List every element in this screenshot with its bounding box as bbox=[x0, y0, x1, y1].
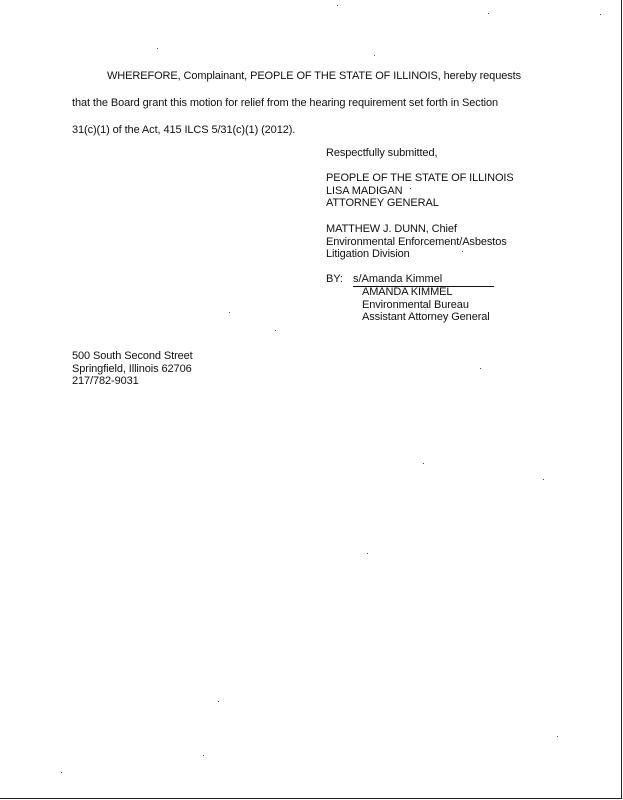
signer-block bbox=[362, 286, 490, 324]
address-street: 500 South Second Street bbox=[72, 350, 193, 362]
by-label: BY: bbox=[326, 273, 343, 285]
scan-speck bbox=[600, 14, 601, 15]
signer-name: AMANDA KIMMEL bbox=[362, 286, 453, 298]
scan-speck bbox=[367, 553, 368, 554]
division-name-2: Litigation Division bbox=[326, 248, 410, 260]
signer-bureau: Environmental Bureau bbox=[362, 298, 469, 311]
scan-speck bbox=[275, 330, 276, 331]
scan-speck bbox=[488, 13, 489, 14]
scan-speck bbox=[462, 251, 463, 252]
closing-text: Respectfully submitted, bbox=[326, 147, 438, 159]
scan-speck bbox=[203, 755, 204, 756]
scan-speck bbox=[557, 736, 558, 737]
division-name-1: Environmental Enforcement/Asbestos bbox=[326, 235, 507, 248]
party-name: PEOPLE OF THE STATE OF ILLINOIS bbox=[326, 172, 514, 184]
chief-name: MATTHEW J. DUNN, Chief bbox=[326, 223, 457, 235]
electronic-signature: s/Amanda Kimmel bbox=[353, 273, 494, 287]
division-block bbox=[326, 223, 507, 261]
address-city: Springfield, Illinois 62706 bbox=[72, 362, 192, 375]
scan-speck bbox=[218, 701, 219, 702]
wherefore-line-1: WHEREFORE, Complainant, PEOPLE OF THE STATE OF ILLINOIS, hereby requests bbox=[107, 70, 521, 82]
scan-speck bbox=[229, 312, 230, 313]
attorney-general-name: LISA MADIGAN bbox=[326, 184, 403, 197]
address-block bbox=[72, 350, 193, 388]
party-block bbox=[326, 172, 514, 210]
scan-speck bbox=[423, 463, 424, 464]
scan-speck bbox=[337, 5, 338, 6]
scan-speck bbox=[157, 48, 158, 49]
scan-speck bbox=[374, 55, 375, 56]
scan-speck bbox=[410, 188, 411, 189]
scan-speck bbox=[61, 772, 62, 773]
attorney-general-title: ATTORNEY GENERAL bbox=[326, 197, 439, 209]
wherefore-line-2: that the Board grant this motion for relief from the hearing requirement set forth in Section bbox=[72, 97, 499, 109]
signer-title: Assistant Attorney General bbox=[362, 311, 490, 323]
address-phone: 217/782-9031 bbox=[72, 375, 139, 387]
scan-speck bbox=[480, 368, 481, 369]
scan-speck bbox=[543, 479, 544, 480]
wherefore-line-3: 31(c)(1) of the Act, 415 ILCS 5/31(c)(1) (2012). bbox=[72, 124, 296, 136]
